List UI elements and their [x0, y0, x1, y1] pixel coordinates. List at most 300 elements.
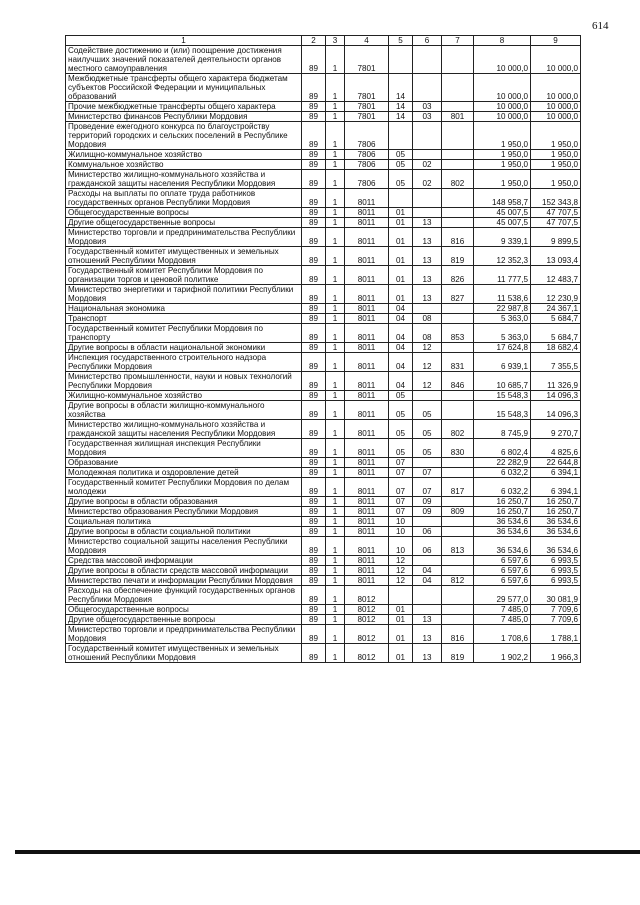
row-value-cell: 1 950,0: [531, 122, 581, 150]
row-value-cell: 8011: [345, 507, 389, 517]
row-value-cell: 36 534,6: [531, 527, 581, 537]
table-row: [66, 112, 581, 122]
row-value-cell: [442, 102, 474, 112]
row-name-cell: Социальная политика: [66, 517, 302, 527]
row-value-cell: 1: [326, 605, 345, 615]
row-value-cell: 1: [326, 439, 345, 458]
row-value-cell: 8011: [345, 566, 389, 576]
row-value-cell: 89: [302, 46, 326, 74]
row-value-cell: 05: [389, 401, 413, 420]
row-value-cell: 89: [302, 112, 326, 122]
row-value-cell: 1 950,0: [474, 170, 531, 189]
row-value-cell: 24 367,1: [531, 304, 581, 314]
table-row: [66, 353, 581, 372]
row-value-cell: 05: [389, 150, 413, 160]
row-value-cell: 6 394,1: [531, 468, 581, 478]
row-value-cell: 1: [326, 556, 345, 566]
row-value-cell: [413, 74, 442, 102]
row-value-cell: 13 093,4: [531, 247, 581, 266]
row-value-cell: 14 096,3: [531, 391, 581, 401]
row-value-cell: 12: [413, 353, 442, 372]
row-name-cell: Коммунальное хозяйство: [66, 160, 302, 170]
row-value-cell: 89: [302, 170, 326, 189]
row-value-cell: 6 597,6: [474, 566, 531, 576]
row-value-cell: 01: [389, 285, 413, 304]
row-name-cell: Прочие межбюджетные трансферты общего характера: [66, 102, 302, 112]
row-name-cell: Государственный комитет Республики Мордовия по организации торгов и ценовой политике: [66, 266, 302, 285]
row-value-cell: 10: [389, 517, 413, 527]
row-value-cell: 1: [326, 160, 345, 170]
row-value-cell: 12: [413, 343, 442, 353]
row-value-cell: 89: [302, 517, 326, 527]
row-value-cell: 809: [442, 507, 474, 517]
column-header: 1: [66, 36, 302, 46]
row-value-cell: 1 950,0: [474, 122, 531, 150]
table-row: [66, 324, 581, 343]
row-value-cell: 10 685,7: [474, 372, 531, 391]
row-value-cell: 09: [413, 497, 442, 507]
row-value-cell: 1: [326, 247, 345, 266]
row-value-cell: [442, 401, 474, 420]
row-value-cell: 8011: [345, 218, 389, 228]
table-row: [66, 46, 581, 74]
table-row: [66, 285, 581, 304]
row-value-cell: [442, 556, 474, 566]
row-value-cell: 15 548,3: [474, 401, 531, 420]
row-name-cell: Государственный комитет имущественных и земельных отношений Республики Мордовия: [66, 247, 302, 266]
table-row: [66, 576, 581, 586]
row-value-cell: [442, 218, 474, 228]
row-value-cell: [442, 517, 474, 527]
row-value-cell: 05: [389, 391, 413, 401]
row-value-cell: 01: [389, 208, 413, 218]
row-value-cell: 1: [326, 304, 345, 314]
row-value-cell: 8011: [345, 439, 389, 458]
row-value-cell: 89: [302, 537, 326, 556]
row-value-cell: 10 000,0: [531, 112, 581, 122]
row-value-cell: [413, 458, 442, 468]
row-value-cell: 816: [442, 625, 474, 644]
row-value-cell: 8012: [345, 615, 389, 625]
table-row: [66, 401, 581, 420]
row-value-cell: [442, 343, 474, 353]
row-value-cell: 1: [326, 324, 345, 343]
row-value-cell: 1: [326, 478, 345, 497]
row-value-cell: 8011: [345, 285, 389, 304]
row-value-cell: 30 081,9: [531, 586, 581, 605]
row-value-cell: 8011: [345, 468, 389, 478]
row-value-cell: 04: [389, 314, 413, 324]
row-value-cell: 89: [302, 615, 326, 625]
row-name-cell: Общегосударственные вопросы: [66, 208, 302, 218]
row-value-cell: 1: [326, 266, 345, 285]
table-row: [66, 150, 581, 160]
row-value-cell: 1 950,0: [531, 160, 581, 170]
row-value-cell: 15 548,3: [474, 391, 531, 401]
row-value-cell: 8011: [345, 304, 389, 314]
row-value-cell: 5 363,0: [474, 314, 531, 324]
row-value-cell: 1: [326, 189, 345, 208]
table-row: [66, 314, 581, 324]
row-value-cell: 8011: [345, 391, 389, 401]
row-value-cell: 13: [413, 625, 442, 644]
row-name-cell: Другие общегосударственные вопросы: [66, 615, 302, 625]
row-value-cell: 89: [302, 228, 326, 247]
row-value-cell: [442, 527, 474, 537]
row-value-cell: 819: [442, 247, 474, 266]
row-value-cell: 1 708,6: [474, 625, 531, 644]
row-value-cell: 1: [326, 527, 345, 537]
row-value-cell: 9 899,5: [531, 228, 581, 247]
table-row: [66, 537, 581, 556]
row-value-cell: 802: [442, 170, 474, 189]
row-value-cell: 1 950,0: [474, 160, 531, 170]
row-value-cell: 10: [389, 537, 413, 556]
row-value-cell: [389, 46, 413, 74]
row-value-cell: 05: [413, 420, 442, 439]
row-value-cell: 01: [389, 247, 413, 266]
row-name-cell: Национальная экономика: [66, 304, 302, 314]
table-row: [66, 102, 581, 112]
row-value-cell: 18 682,4: [531, 343, 581, 353]
table-row: [66, 122, 581, 150]
row-value-cell: 1: [326, 314, 345, 324]
row-value-cell: 02: [413, 160, 442, 170]
budget-table: [65, 35, 581, 663]
row-value-cell: 04: [389, 343, 413, 353]
row-value-cell: 10: [389, 527, 413, 537]
row-value-cell: 8012: [345, 644, 389, 663]
row-value-cell: 01: [389, 228, 413, 247]
row-value-cell: 16 250,7: [474, 507, 531, 517]
table-row: [66, 372, 581, 391]
table-row: [66, 644, 581, 663]
row-value-cell: 12: [389, 566, 413, 576]
row-value-cell: 8011: [345, 343, 389, 353]
row-value-cell: 1: [326, 102, 345, 112]
row-name-cell: Расходы на обеспечение функций государственных органов Республики Мордовия: [66, 586, 302, 605]
row-value-cell: 89: [302, 122, 326, 150]
row-name-cell: Молодежная политика и оздоровление детей: [66, 468, 302, 478]
row-value-cell: 12: [389, 576, 413, 586]
row-value-cell: 14: [389, 102, 413, 112]
row-value-cell: 1 950,0: [531, 170, 581, 189]
row-value-cell: 8011: [345, 420, 389, 439]
row-value-cell: [413, 208, 442, 218]
row-value-cell: 8011: [345, 266, 389, 285]
row-value-cell: 10 000,0: [531, 46, 581, 74]
row-value-cell: 6 032,2: [474, 478, 531, 497]
row-value-cell: 8011: [345, 537, 389, 556]
table-row: [66, 625, 581, 644]
row-value-cell: 05: [389, 160, 413, 170]
table-row: [66, 304, 581, 314]
row-value-cell: 10 000,0: [474, 102, 531, 112]
row-value-cell: 1: [326, 401, 345, 420]
row-value-cell: 89: [302, 189, 326, 208]
table-row: [66, 266, 581, 285]
row-value-cell: 1: [326, 497, 345, 507]
row-value-cell: 36 534,6: [474, 527, 531, 537]
row-value-cell: 8011: [345, 497, 389, 507]
row-value-cell: 7 709,6: [531, 605, 581, 615]
row-name-cell: Министерство энергетики и тарифной политики Республики Мордовия: [66, 285, 302, 304]
row-name-cell: Министерство жилищно-коммунального хозяйства и гражданской защиты населения Республики Мордовия: [66, 420, 302, 439]
row-value-cell: 1: [326, 343, 345, 353]
row-value-cell: 89: [302, 102, 326, 112]
row-value-cell: 7 709,6: [531, 615, 581, 625]
row-value-cell: 1: [326, 372, 345, 391]
row-value-cell: [413, 150, 442, 160]
row-value-cell: 11 538,6: [474, 285, 531, 304]
row-name-cell: Другие общегосударственные вопросы: [66, 218, 302, 228]
row-value-cell: [413, 517, 442, 527]
row-value-cell: [413, 391, 442, 401]
row-value-cell: 04: [389, 353, 413, 372]
row-value-cell: 07: [389, 497, 413, 507]
table-row: [66, 160, 581, 170]
row-value-cell: 8011: [345, 401, 389, 420]
row-value-cell: 05: [413, 401, 442, 420]
row-value-cell: 6 993,5: [531, 556, 581, 566]
row-value-cell: [413, 304, 442, 314]
row-value-cell: 13: [413, 285, 442, 304]
table-row: [66, 189, 581, 208]
row-value-cell: [413, 122, 442, 150]
row-value-cell: 89: [302, 266, 326, 285]
row-value-cell: 10 000,0: [474, 74, 531, 102]
table-row: [66, 391, 581, 401]
row-value-cell: [413, 605, 442, 615]
row-value-cell: 10 000,0: [474, 112, 531, 122]
row-value-cell: 1: [326, 644, 345, 663]
row-name-cell: Расходы на выплаты по оплате труда работников государственных органов Республики Мордовия: [66, 189, 302, 208]
table-row: [66, 478, 581, 497]
row-name-cell: Другие вопросы в области национальной экономики: [66, 343, 302, 353]
column-header: 4: [345, 36, 389, 46]
row-value-cell: 8011: [345, 208, 389, 218]
row-value-cell: 89: [302, 605, 326, 615]
row-value-cell: [413, 556, 442, 566]
row-value-cell: 16 250,7: [531, 497, 581, 507]
row-value-cell: 89: [302, 160, 326, 170]
row-name-cell: Общегосударственные вопросы: [66, 605, 302, 615]
row-value-cell: 9 270,7: [531, 420, 581, 439]
row-value-cell: 1 788,1: [531, 625, 581, 644]
row-name-cell: Инспекция государственного строительного надзора Республики Мордовия: [66, 353, 302, 372]
row-value-cell: 89: [302, 566, 326, 576]
row-name-cell: Министерство промышленности, науки и новых технологий Республики Мордовия: [66, 372, 302, 391]
row-value-cell: 1: [326, 170, 345, 189]
row-value-cell: 5 684,7: [531, 314, 581, 324]
row-value-cell: 1 902,2: [474, 644, 531, 663]
row-value-cell: 827: [442, 285, 474, 304]
row-value-cell: 89: [302, 576, 326, 586]
row-value-cell: 89: [302, 527, 326, 537]
row-value-cell: 89: [302, 556, 326, 566]
row-value-cell: 826: [442, 266, 474, 285]
row-value-cell: 04: [413, 566, 442, 576]
row-value-cell: 12 483,7: [531, 266, 581, 285]
row-value-cell: 14 096,3: [531, 401, 581, 420]
row-value-cell: 04: [413, 576, 442, 586]
row-value-cell: 7801: [345, 74, 389, 102]
table-row: [66, 507, 581, 517]
row-value-cell: [442, 304, 474, 314]
table-row: [66, 74, 581, 102]
row-value-cell: 45 007,5: [474, 208, 531, 218]
table-row: [66, 439, 581, 458]
row-value-cell: 8011: [345, 556, 389, 566]
row-value-cell: 7806: [345, 122, 389, 150]
row-value-cell: 1: [326, 122, 345, 150]
row-name-cell: Образование: [66, 458, 302, 468]
row-value-cell: 36 534,6: [531, 517, 581, 527]
column-header: 9: [531, 36, 581, 46]
row-value-cell: 05: [389, 420, 413, 439]
row-value-cell: [442, 46, 474, 74]
row-value-cell: 04: [389, 372, 413, 391]
row-value-cell: [442, 150, 474, 160]
row-value-cell: 8011: [345, 576, 389, 586]
table-row: [66, 605, 581, 615]
row-value-cell: 89: [302, 74, 326, 102]
column-header: 8: [474, 36, 531, 46]
row-value-cell: 1: [326, 46, 345, 74]
row-value-cell: 8011: [345, 527, 389, 537]
row-value-cell: 7801: [345, 102, 389, 112]
row-name-cell: Министерство печати и информации Республики Мордовия: [66, 576, 302, 586]
row-value-cell: 10 000,0: [531, 102, 581, 112]
row-value-cell: 12 230,9: [531, 285, 581, 304]
row-value-cell: 89: [302, 285, 326, 304]
row-value-cell: 13: [413, 615, 442, 625]
row-value-cell: 07: [413, 468, 442, 478]
row-name-cell: Средства массовой информации: [66, 556, 302, 566]
row-value-cell: [413, 46, 442, 74]
row-value-cell: 08: [413, 314, 442, 324]
table-row: [66, 228, 581, 247]
row-value-cell: 89: [302, 644, 326, 663]
row-value-cell: 8012: [345, 586, 389, 605]
row-value-cell: 07: [389, 478, 413, 497]
row-value-cell: 89: [302, 304, 326, 314]
row-value-cell: 846: [442, 372, 474, 391]
row-value-cell: 1: [326, 586, 345, 605]
row-value-cell: 17 624,8: [474, 343, 531, 353]
row-value-cell: 13: [413, 247, 442, 266]
row-value-cell: 816: [442, 228, 474, 247]
row-value-cell: 1: [326, 468, 345, 478]
table-row: [66, 170, 581, 189]
row-value-cell: 09: [413, 507, 442, 517]
row-value-cell: 1: [326, 391, 345, 401]
column-header: 5: [389, 36, 413, 46]
row-value-cell: 05: [389, 170, 413, 189]
row-name-cell: Министерство образования Республики Мордовия: [66, 507, 302, 517]
row-value-cell: 853: [442, 324, 474, 343]
row-value-cell: 9 339,1: [474, 228, 531, 247]
row-value-cell: 22 282,9: [474, 458, 531, 468]
column-header: 6: [413, 36, 442, 46]
row-value-cell: 1 966,3: [531, 644, 581, 663]
row-name-cell: Другие вопросы в области жилищно-коммунального хозяйства: [66, 401, 302, 420]
column-header: 3: [326, 36, 345, 46]
table-row: [66, 615, 581, 625]
row-value-cell: 6 939,1: [474, 353, 531, 372]
row-value-cell: 07: [389, 507, 413, 517]
table-row: [66, 218, 581, 228]
row-value-cell: 04: [389, 324, 413, 343]
row-value-cell: 89: [302, 420, 326, 439]
row-name-cell: Министерство жилищно-коммунального хозяйства и гражданской защиты населения Республики Мордовия: [66, 170, 302, 189]
row-value-cell: 14: [389, 112, 413, 122]
row-value-cell: [442, 314, 474, 324]
row-value-cell: 13: [413, 644, 442, 663]
row-value-cell: 1: [326, 537, 345, 556]
row-value-cell: [442, 497, 474, 507]
row-value-cell: [413, 189, 442, 208]
row-value-cell: 36 534,6: [474, 537, 531, 556]
row-value-cell: 29 577,0: [474, 586, 531, 605]
row-value-cell: 7 355,5: [531, 353, 581, 372]
row-value-cell: 1: [326, 150, 345, 160]
row-value-cell: 1: [326, 507, 345, 517]
row-name-cell: Транспорт: [66, 314, 302, 324]
row-value-cell: 1: [326, 218, 345, 228]
row-value-cell: 1: [326, 576, 345, 586]
row-value-cell: 8012: [345, 625, 389, 644]
row-value-cell: 01: [389, 644, 413, 663]
row-value-cell: 13: [413, 228, 442, 247]
row-value-cell: 6 032,2: [474, 468, 531, 478]
row-value-cell: 8011: [345, 228, 389, 247]
row-value-cell: 89: [302, 314, 326, 324]
row-value-cell: 01: [389, 625, 413, 644]
table-row: [66, 420, 581, 439]
row-value-cell: 89: [302, 353, 326, 372]
row-value-cell: 8011: [345, 189, 389, 208]
row-value-cell: [442, 468, 474, 478]
row-value-cell: 89: [302, 208, 326, 218]
row-value-cell: 7801: [345, 46, 389, 74]
row-value-cell: 1 950,0: [474, 150, 531, 160]
row-value-cell: 47 707,5: [531, 208, 581, 218]
row-name-cell: Министерство торговли и предпринимательства Республики Мордовия: [66, 228, 302, 247]
row-value-cell: 8011: [345, 353, 389, 372]
row-name-cell: Государственный комитет Республики Мордовия по делам молодежи: [66, 478, 302, 497]
row-value-cell: 12: [389, 556, 413, 566]
row-value-cell: [442, 189, 474, 208]
row-value-cell: 16 250,7: [474, 497, 531, 507]
row-value-cell: 89: [302, 586, 326, 605]
row-name-cell: Содействие достижению и (или) поощрение достижения наилучших значений показателей деятельности органов местного самоуправления: [66, 46, 302, 74]
row-value-cell: 7 485,0: [474, 615, 531, 625]
row-value-cell: 89: [302, 391, 326, 401]
row-value-cell: [442, 122, 474, 150]
row-value-cell: 04: [389, 304, 413, 314]
header-row: [66, 36, 581, 46]
row-value-cell: 22 644,8: [531, 458, 581, 468]
row-value-cell: 817: [442, 478, 474, 497]
row-value-cell: 148 958,7: [474, 189, 531, 208]
row-value-cell: [389, 189, 413, 208]
row-value-cell: 831: [442, 353, 474, 372]
table-row: [66, 247, 581, 266]
row-value-cell: 1: [326, 625, 345, 644]
row-value-cell: 1: [326, 74, 345, 102]
table-row: [66, 556, 581, 566]
